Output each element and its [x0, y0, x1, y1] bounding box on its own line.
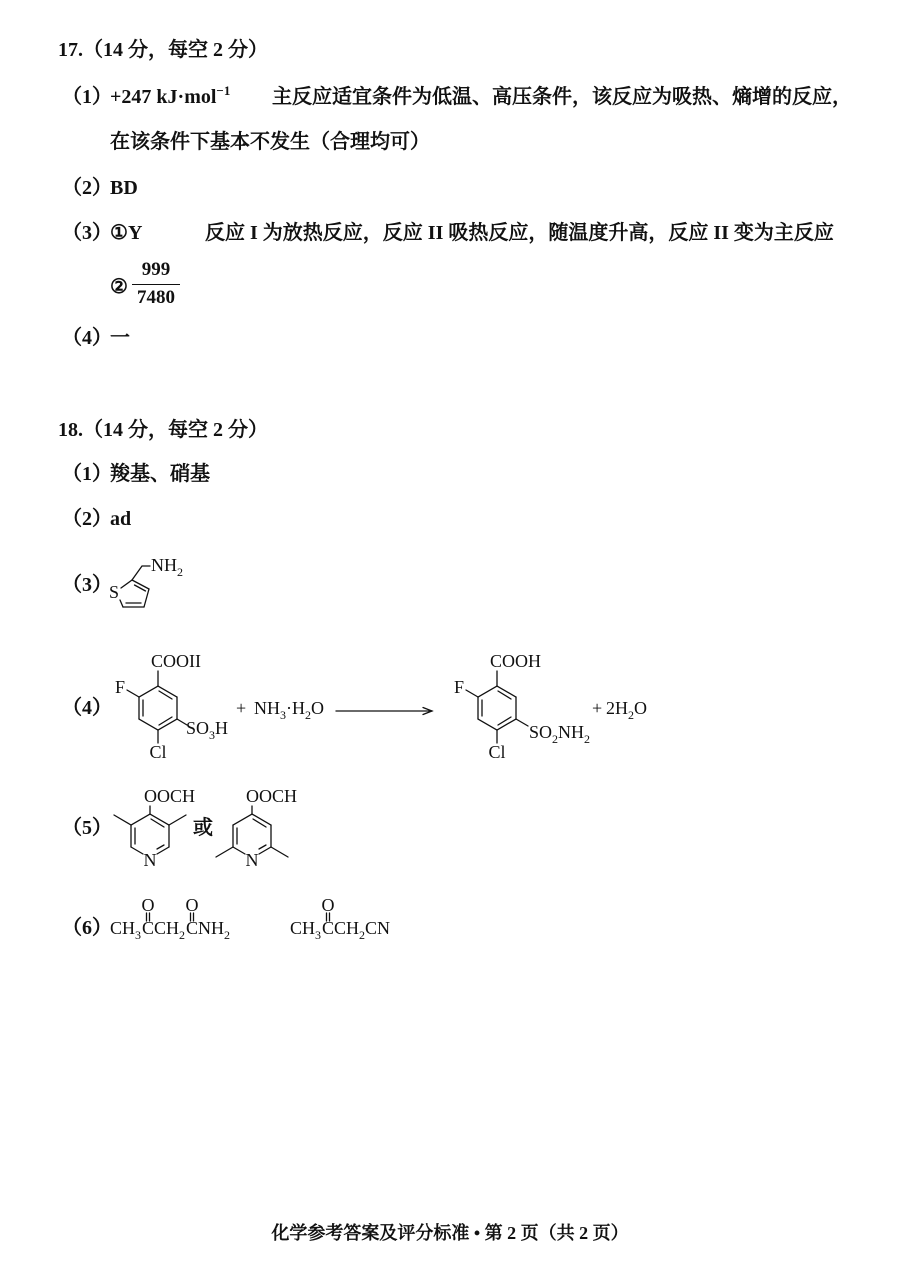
q17-part3-sub1-reason: 反应 I 为放热反应，反应 II 吸热反应，随温度升高，反应 II 变为主反应	[205, 222, 834, 244]
nitrogen-atom-label: N	[245, 850, 259, 870]
q17-part1-reason-line1: 主反应适宜条件为低温、高压条件，该反应为吸热、熵增的反应，	[272, 86, 852, 108]
q17-part1-number: （1）	[62, 86, 112, 108]
substituent-bond	[177, 719, 187, 725]
double-bond-line	[498, 691, 511, 699]
formula-part: ·H	[286, 698, 305, 718]
plus-sign: +	[592, 698, 603, 718]
aminomethyl-bond	[132, 566, 150, 580]
subscript: 2	[224, 928, 231, 942]
carbonyl-oxygen-label: O	[185, 895, 199, 915]
formula-part: CH	[110, 918, 136, 938]
subscript: 3	[209, 728, 216, 742]
formula-part: SO	[186, 718, 210, 738]
bond	[497, 686, 516, 697]
bond	[478, 686, 497, 697]
q18-part5-structure-b	[216, 786, 297, 870]
q17-part3-sub2-fraction	[132, 259, 180, 309]
bond	[158, 719, 177, 730]
formula-part: SO	[529, 722, 553, 742]
question-17-header: 17.（14 分，每空 2 分）	[58, 39, 268, 61]
bond	[131, 814, 150, 825]
q17-part4-number: （4）	[62, 327, 112, 349]
substituent-bond	[516, 719, 528, 726]
q18-part1-functional-groups: 羧基、硝基	[110, 463, 210, 485]
question-18-header: 18.（14 分，每空 2 分）	[58, 419, 268, 441]
subscript: 2	[628, 708, 634, 722]
double-bond-line	[159, 717, 172, 725]
q17-part3-number: （3）	[62, 222, 112, 244]
double-bond-line	[498, 717, 511, 725]
q17-part3-answer-1	[62, 221, 142, 245]
q17-part3-sub2-mark: ②	[110, 276, 128, 298]
bond	[497, 719, 516, 730]
q18-part2-answer	[62, 507, 131, 531]
fraction-denominator: 7480	[137, 287, 175, 308]
fluoro-label: F	[115, 677, 126, 697]
chloro-label: Cl	[488, 742, 506, 762]
methyl-bond	[114, 815, 131, 825]
q18-part5-number: （5）	[62, 817, 112, 839]
methyl-bond	[271, 847, 288, 857]
q18-part2-number: （2）	[62, 508, 112, 530]
formula-part: CH	[290, 918, 316, 938]
carboxyl-label: COOII	[151, 651, 201, 671]
bond	[150, 814, 169, 825]
double-bond-line	[159, 691, 172, 699]
q18-part6-number: （6）	[62, 917, 112, 939]
carbonyl-oxygen-label: O	[141, 895, 155, 915]
double-bond-line	[157, 845, 164, 849]
formula-part: NH	[198, 918, 225, 938]
q18-part3-number: （3）	[62, 574, 112, 596]
methyl-bond	[216, 847, 233, 857]
subscript: 2	[359, 928, 366, 942]
q17-part3-sub1-mark: ①	[110, 222, 128, 244]
formula-part: C	[322, 918, 335, 938]
q17-part4-value: 一	[110, 327, 130, 349]
formula-part: CH	[334, 918, 360, 938]
amino-group-label	[151, 555, 183, 579]
q17-part3-sub1-answer: Y	[127, 222, 143, 244]
subscript: 2	[179, 928, 186, 942]
condensed-formula	[110, 918, 230, 942]
sulfonamide-label	[529, 722, 590, 746]
bond	[132, 580, 149, 589]
q18-part4-reaction	[115, 651, 647, 762]
formate-ester-label: OOCH	[144, 786, 196, 806]
formula-part: CH	[154, 918, 180, 938]
q18-part5-structure-a	[114, 786, 195, 870]
bond	[233, 847, 245, 854]
q18-part5-or: 或	[193, 817, 213, 839]
bond	[157, 847, 169, 854]
formula-part: CN	[365, 918, 391, 938]
chloro-label: Cl	[149, 742, 167, 762]
bond	[478, 719, 497, 730]
q17-part1-reason-line2: 在该条件下基本不发生（合理均可）	[110, 131, 430, 153]
subscript: 2	[305, 708, 311, 722]
bond	[158, 686, 177, 697]
carbonyl-oxygen-label: O	[321, 895, 335, 915]
q17-part1-answer	[62, 85, 230, 109]
methyl-bond	[169, 815, 186, 825]
ammonia-water-formula	[254, 698, 324, 722]
q17-part1-enthalpy-value: +247 kJ·mol	[110, 86, 217, 108]
q18-part4-number: （4）	[62, 697, 112, 719]
double-bond-line	[135, 585, 146, 591]
subscript: 2	[552, 732, 559, 746]
formula-part: H	[215, 718, 229, 738]
substituent-bond	[466, 690, 478, 697]
bond	[259, 847, 271, 854]
formula-part: C	[142, 918, 155, 938]
reaction-arrowhead	[423, 708, 432, 715]
q17-part1-unit-exponent: −1	[216, 83, 231, 98]
sulfur-atom-label: S	[109, 582, 120, 602]
product-structure	[454, 651, 590, 762]
q18-part6-answer-a	[110, 895, 230, 942]
subscript: 2	[584, 732, 591, 746]
bond	[139, 686, 158, 697]
fluoro-label: F	[454, 677, 465, 697]
subscript: 3	[315, 928, 322, 942]
q18-part1-answer	[62, 462, 210, 486]
double-bond-line	[253, 819, 266, 827]
double-bond-line	[151, 819, 164, 827]
bond	[252, 814, 271, 825]
formula-part: 2H	[606, 698, 628, 718]
double-bond-line	[259, 845, 266, 849]
q18-part1-number: （1）	[62, 463, 112, 485]
formula-part: O	[311, 698, 324, 718]
bond	[131, 847, 143, 854]
fraction-numerator: 999	[132, 259, 180, 285]
substituent-bond	[127, 690, 139, 697]
subscript: 2	[177, 565, 183, 579]
carboxyl-label: COOH	[490, 651, 542, 671]
formula-part: O	[634, 698, 647, 718]
q18-part6-answer-b	[290, 895, 390, 942]
formula-part: NH	[254, 698, 280, 718]
formula-part: C	[186, 918, 199, 938]
plus-sign: +	[236, 698, 247, 718]
bond	[144, 589, 149, 607]
nitrogen-atom-label: N	[143, 850, 157, 870]
bond	[139, 719, 158, 730]
bond	[120, 600, 123, 607]
formula-part: NH	[558, 722, 585, 742]
bond	[121, 580, 132, 588]
q17-part2-number: （2）	[62, 177, 112, 199]
subscript: 3	[280, 708, 286, 722]
amino-group-text: NH	[151, 555, 177, 575]
q17-part2-answer	[62, 176, 138, 200]
q17-part2-choice: BD	[110, 177, 138, 199]
formate-ester-label: OOCH	[246, 786, 298, 806]
bond	[233, 814, 252, 825]
q17-part4-answer	[62, 326, 130, 350]
subscript: 3	[135, 928, 142, 942]
reactant-structure	[115, 651, 228, 762]
sulfonic-acid-label	[186, 718, 228, 742]
page-footer: 化学参考答案及评分标准 • 第 2 页（共 2 页）	[271, 1223, 629, 1243]
condensed-formula	[290, 918, 390, 942]
q18-part3-thiophene-structure	[109, 555, 183, 607]
water-formula	[606, 698, 647, 722]
q18-part2-choice: ad	[110, 508, 132, 530]
